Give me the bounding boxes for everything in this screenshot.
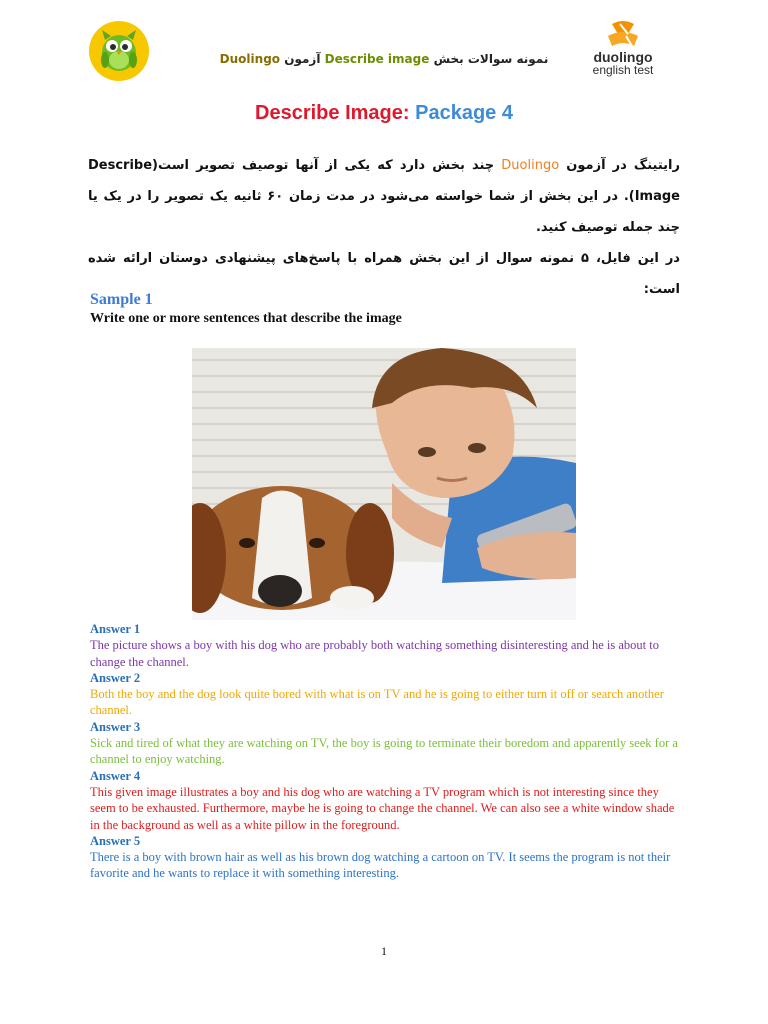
answer-item xyxy=(90,719,678,768)
header-title-part1: نمونه سوالات بخش xyxy=(433,52,549,66)
brand-logo-line1: duolingo xyxy=(593,49,653,65)
answer-item xyxy=(90,768,678,833)
document-title-prefix: Describe Image: xyxy=(255,102,410,124)
answers-list xyxy=(90,621,678,882)
answer-label: Answer 3 xyxy=(90,719,141,734)
answer-text: Sick and tired of what they are watching on TV, the boy is going to terminate their boredom and apparently seek for a channel to enjoy watching. xyxy=(90,736,678,767)
answer-label: Answer 5 xyxy=(90,833,141,848)
intro-p1-brand: Duolingo xyxy=(501,158,560,173)
header-title-part2: Describe image xyxy=(324,52,430,66)
header-title-part4: Duolingo xyxy=(219,52,281,66)
intro-paragraph-1 xyxy=(88,150,680,243)
page-header xyxy=(0,18,768,88)
answer-item xyxy=(90,670,678,719)
answer-text: This given image illustrates a boy and his dog who are watching a TV program which is not interesting since they seem to be exhausted. Furthermore, maybe he is going to change the channel. We can also see a white window shade in the background as well as a white pillow in the foreground. xyxy=(90,784,675,832)
duolingo-english-test-mark-icon xyxy=(598,20,648,50)
sample-heading: Sample 1 xyxy=(90,291,153,308)
sample-photo-boy-and-dog xyxy=(192,348,576,620)
intro-text xyxy=(88,150,680,305)
answer-label: Answer 4 xyxy=(90,768,141,783)
answer-text: Both the boy and the dog look quite bored with what is on TV and he is going to either turn it off or search another channel. xyxy=(90,687,664,718)
duolingo-owl-icon xyxy=(88,20,150,82)
document-title-suffix: Package 4 xyxy=(415,102,513,124)
header-title-part3: آزمون xyxy=(284,52,321,66)
answer-item xyxy=(90,621,678,670)
intro-p1-c: ). در این بخش از شما خواسته می‌شود در مدت زمان ۶۰ ثانیه یک تصویر را در یک یا چند جمله توصیف کنید. xyxy=(88,189,680,235)
answer-text: There is a boy with brown hair as well as his brown dog watching a cartoon on TV. It seems the program is not their favorite and he wants to replace it with something interesting. xyxy=(90,850,671,881)
intro-p1-en: Describe Image xyxy=(88,158,680,204)
document-title xyxy=(0,102,768,125)
intro-paragraph-2: در این فایل، ۵ نمونه سوال از این بخش همراه با پاسخ‌های پیشنهادی دوستان ارائه شده است: xyxy=(88,251,680,297)
answer-label: Answer 2 xyxy=(90,670,141,685)
brand-logo-line2: english test xyxy=(592,63,654,77)
page-number: 1 xyxy=(381,944,387,958)
intro-p1-b: چند بخش دارد که یکی از آنها توصیف تصویر است( xyxy=(152,158,495,173)
intro-p1-a: رایتینگ در آزمون xyxy=(566,158,680,173)
answer-label: Answer 1 xyxy=(90,622,141,636)
answer-item xyxy=(90,833,678,882)
sample-instruction: Write one or more sentences that describe the image xyxy=(90,311,402,326)
answer-text: The picture shows a boy with his dog who are probably both watching something disinteresting and he is about to change the channel. xyxy=(90,638,660,669)
duolingo-english-test-logo xyxy=(578,20,668,84)
